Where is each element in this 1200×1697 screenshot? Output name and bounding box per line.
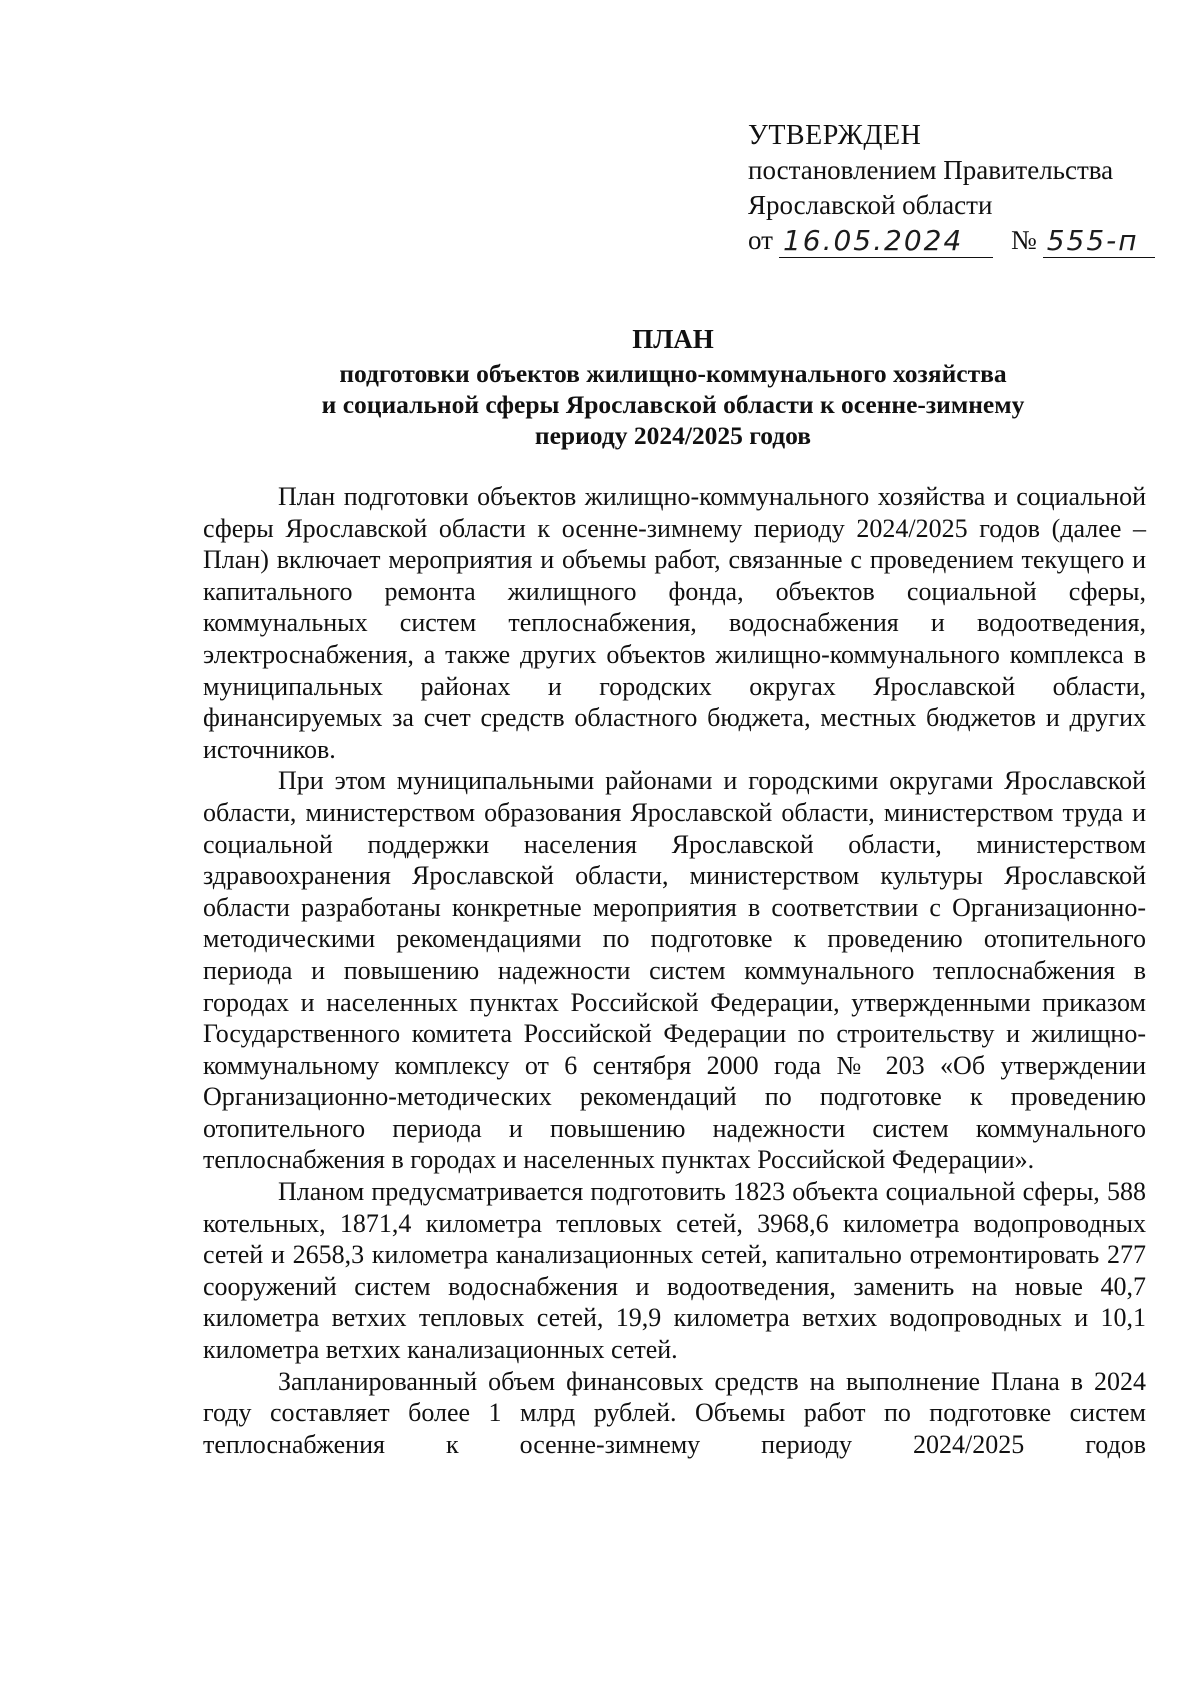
handwritten-number: 555-п (1043, 225, 1155, 258)
number-sign: № (1010, 225, 1037, 255)
approval-line-1: постановлением Правительства (748, 155, 1114, 185)
title-plan: ПЛАН (632, 324, 714, 354)
approval-heading: УТВЕРЖДЕН (748, 120, 922, 151)
document-title (200, 322, 1146, 451)
paragraph-4: Запланированный объем финансовых средств на выполнение Плана в 2024 году составляет более 1 млрд рублей. Объемы работ по подготовке систем теплоснабжения к осенне-зимнему периоду 2024/2025 годов (203, 1366, 1146, 1459)
title-line-2: и социальной сферы Ярославской области к осенне-зимнему (321, 390, 1025, 419)
title-line-3: периоду 2024/2025 годов (534, 421, 812, 450)
approval-stamp (748, 118, 1155, 258)
handwritten-date: 16.05.2024 (779, 225, 993, 258)
approval-date-line (748, 223, 1155, 258)
title-line-1: подготовки объектов жилищно-коммунального хозяйства (339, 359, 1007, 388)
date-prefix: от (748, 225, 773, 255)
paragraph-3: Планом предусматривается подготовить 1823 объекта социальной сферы, 588 котельных, 1871,4 километра тепловых сетей, 3968,6 километра водопроводных сетей и 2658,3 километра канализационных сетей, капитально отремонтировать 277 сооружений систем водоснабжения и водоотведения, заменить на новые 40,7 километра ветхих тепловых сетей, 19,9 километра ветхих водопроводных и 10,1 километра ветхих канализационных сетей. (203, 1177, 1146, 1365)
paragraph-1: План подготовки объектов жилищно-коммунального хозяйства и социальной сферы Ярославской области к осенне-зимнему периоду 2024/2025 годов (далее – План) включает мероприятия и объемы работ, связанные с проведением текущего и капитального ремонта жилищного фонда, объектов социальной сферы, коммунальных систем теплоснабжения, водоснабжения и водоотведения, электроснабжения, а также других объектов жилищно-коммунального комплекса в муниципальных районах и городских округах Ярославской области, финансируемых за счет средств областного бюджета, местных бюджетов и других источников. (203, 482, 1146, 764)
paragraph-2: При этом муниципальными районами и городскими округами Ярославской области, министерством образования Ярославской области, министерством труда и социальной поддержки населения Ярославской области, министерством здравоохранения Ярославской области, министерством культуры Ярославской области разработаны конкретные мероприятия в соответствии с Организационно-методическими рекомендациями по подготовке к проведению отопительного периода и повышению надежности систем коммунального теплоснабжения в городах и населенных пунктах Российской Федерации, утвержденными приказом Государственного комитета Российской Федерации по строительству и жилищно-коммунальному комплексу от 6 сентября 2000 года № 203 «Об утверждении Организационно-методических рекомендаций по подготовке к проведению отопительного периода и повышению надежности систем коммунального теплоснабжения в городах и населенных пунктах Российской Федерации». (203, 766, 1146, 1175)
approval-line-2: Ярославской области (748, 190, 993, 220)
document-body (203, 481, 1146, 1460)
